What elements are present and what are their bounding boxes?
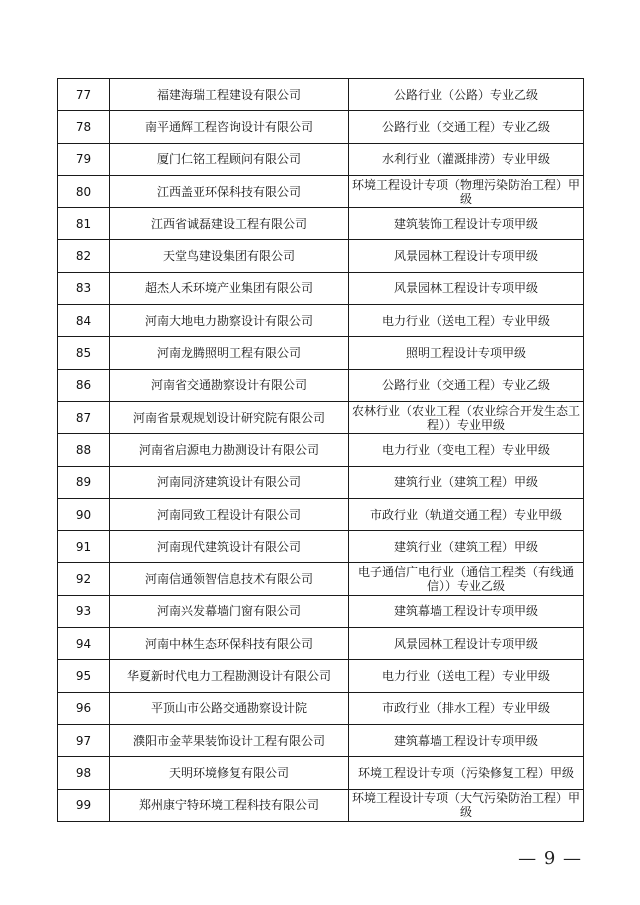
qualification: 照明工程设计专项甲级 — [349, 337, 584, 369]
table-row — [58, 498, 584, 530]
row-number: 81 — [58, 208, 110, 240]
qualification: 水利行业（灌溉排涝）专业甲级 — [349, 143, 584, 175]
table-row — [58, 628, 584, 660]
qualification: 环境工程设计专项（大气污染防治工程）甲级 — [349, 789, 584, 821]
row-number: 77 — [58, 79, 110, 111]
qualification: 风景园林工程设计专项甲级 — [349, 240, 584, 272]
row-number: 78 — [58, 111, 110, 143]
row-number: 92 — [58, 563, 110, 595]
row-number: 98 — [58, 757, 110, 789]
company-name: 河南同济建筑设计有限公司 — [110, 466, 349, 498]
qualification: 环境工程设计专项（物理污染防治工程）甲级 — [349, 175, 584, 207]
table-row — [58, 757, 584, 789]
company-name: 江西省诚磊建设工程有限公司 — [110, 208, 349, 240]
qualification: 建筑幕墙工程设计专项甲级 — [349, 595, 584, 627]
company-name: 河南大地电力勘察设计有限公司 — [110, 305, 349, 337]
table-row — [58, 79, 584, 111]
table-row — [58, 401, 584, 433]
table-row — [58, 660, 584, 692]
table-row — [58, 563, 584, 595]
qualification: 建筑幕墙工程设计专项甲级 — [349, 724, 584, 756]
row-number: 83 — [58, 272, 110, 304]
company-name: 厦门仁铭工程顾问有限公司 — [110, 143, 349, 175]
row-number: 95 — [58, 660, 110, 692]
row-number: 86 — [58, 369, 110, 401]
table-row — [58, 692, 584, 724]
qualification-table — [57, 78, 584, 822]
qualification: 公路行业（交通工程）专业乙级 — [349, 369, 584, 401]
row-number: 80 — [58, 175, 110, 207]
qualification: 电力行业（送电工程）专业甲级 — [349, 305, 584, 337]
qualification: 电力行业（变电工程）专业甲级 — [349, 434, 584, 466]
company-name: 河南同致工程设计有限公司 — [110, 498, 349, 530]
qualification: 市政行业（轨道交通工程）专业甲级 — [349, 498, 584, 530]
qualification: 农林行业（农业工程（农业综合开发生态工程））专业甲级 — [349, 401, 584, 433]
company-name: 河南兴发幕墙门窗有限公司 — [110, 595, 349, 627]
company-name: 河南省启源电力勘测设计有限公司 — [110, 434, 349, 466]
table-row — [58, 272, 584, 304]
qualification: 电子通信广电行业（通信工程类（有线通信））专业乙级 — [349, 563, 584, 595]
company-name: 南平通辉工程咨询设计有限公司 — [110, 111, 349, 143]
qualification: 风景园林工程设计专项甲级 — [349, 628, 584, 660]
row-number: 87 — [58, 401, 110, 433]
qualification: 建筑行业（建筑工程）甲级 — [349, 466, 584, 498]
row-number: 96 — [58, 692, 110, 724]
qualification: 环境工程设计专项（污染修复工程）甲级 — [349, 757, 584, 789]
qualification: 公路行业（交通工程）专业乙级 — [349, 111, 584, 143]
qualification: 风景园林工程设计专项甲级 — [349, 272, 584, 304]
company-name: 河南省景观规划设计研究院有限公司 — [110, 401, 349, 433]
table-row — [58, 143, 584, 175]
table-row — [58, 240, 584, 272]
table-row — [58, 337, 584, 369]
row-number: 82 — [58, 240, 110, 272]
table-body — [58, 79, 584, 822]
table-row — [58, 305, 584, 337]
row-number: 97 — [58, 724, 110, 756]
company-name: 天堂鸟建设集团有限公司 — [110, 240, 349, 272]
company-name: 超杰人禾环境产业集团有限公司 — [110, 272, 349, 304]
table-row — [58, 111, 584, 143]
qualification: 市政行业（排水工程）专业甲级 — [349, 692, 584, 724]
row-number: 84 — [58, 305, 110, 337]
company-name: 江西盖亚环保科技有限公司 — [110, 175, 349, 207]
company-name: 河南省交通勘察设计有限公司 — [110, 369, 349, 401]
table-row — [58, 724, 584, 756]
qualification: 建筑装饰工程设计专项甲级 — [349, 208, 584, 240]
company-name: 河南信通领智信息技术有限公司 — [110, 563, 349, 595]
row-number: 91 — [58, 531, 110, 563]
qualification: 建筑行业（建筑工程）甲级 — [349, 531, 584, 563]
table-row — [58, 369, 584, 401]
row-number: 99 — [58, 789, 110, 821]
page-number: — 9 — — [518, 848, 582, 869]
qualification: 电力行业（送电工程）专业甲级 — [349, 660, 584, 692]
table-row — [58, 175, 584, 207]
company-name: 福建海瑞工程建设有限公司 — [110, 79, 349, 111]
company-name: 平顶山市公路交通勘察设计院 — [110, 692, 349, 724]
table-row — [58, 789, 584, 821]
company-name: 郑州康宁特环境工程科技有限公司 — [110, 789, 349, 821]
company-name: 濮阳市金苹果装饰设计工程有限公司 — [110, 724, 349, 756]
table-row — [58, 595, 584, 627]
company-name: 天明环境修复有限公司 — [110, 757, 349, 789]
company-name: 河南现代建筑设计有限公司 — [110, 531, 349, 563]
row-number: 93 — [58, 595, 110, 627]
qualification: 公路行业（公路）专业乙级 — [349, 79, 584, 111]
table-row — [58, 434, 584, 466]
company-name: 河南中林生态环保科技有限公司 — [110, 628, 349, 660]
row-number: 79 — [58, 143, 110, 175]
table-row — [58, 531, 584, 563]
row-number: 90 — [58, 498, 110, 530]
row-number: 88 — [58, 434, 110, 466]
company-name: 华夏新时代电力工程勘测设计有限公司 — [110, 660, 349, 692]
table-row — [58, 466, 584, 498]
row-number: 94 — [58, 628, 110, 660]
table-row — [58, 208, 584, 240]
row-number: 85 — [58, 337, 110, 369]
row-number: 89 — [58, 466, 110, 498]
company-name: 河南龙腾照明工程有限公司 — [110, 337, 349, 369]
